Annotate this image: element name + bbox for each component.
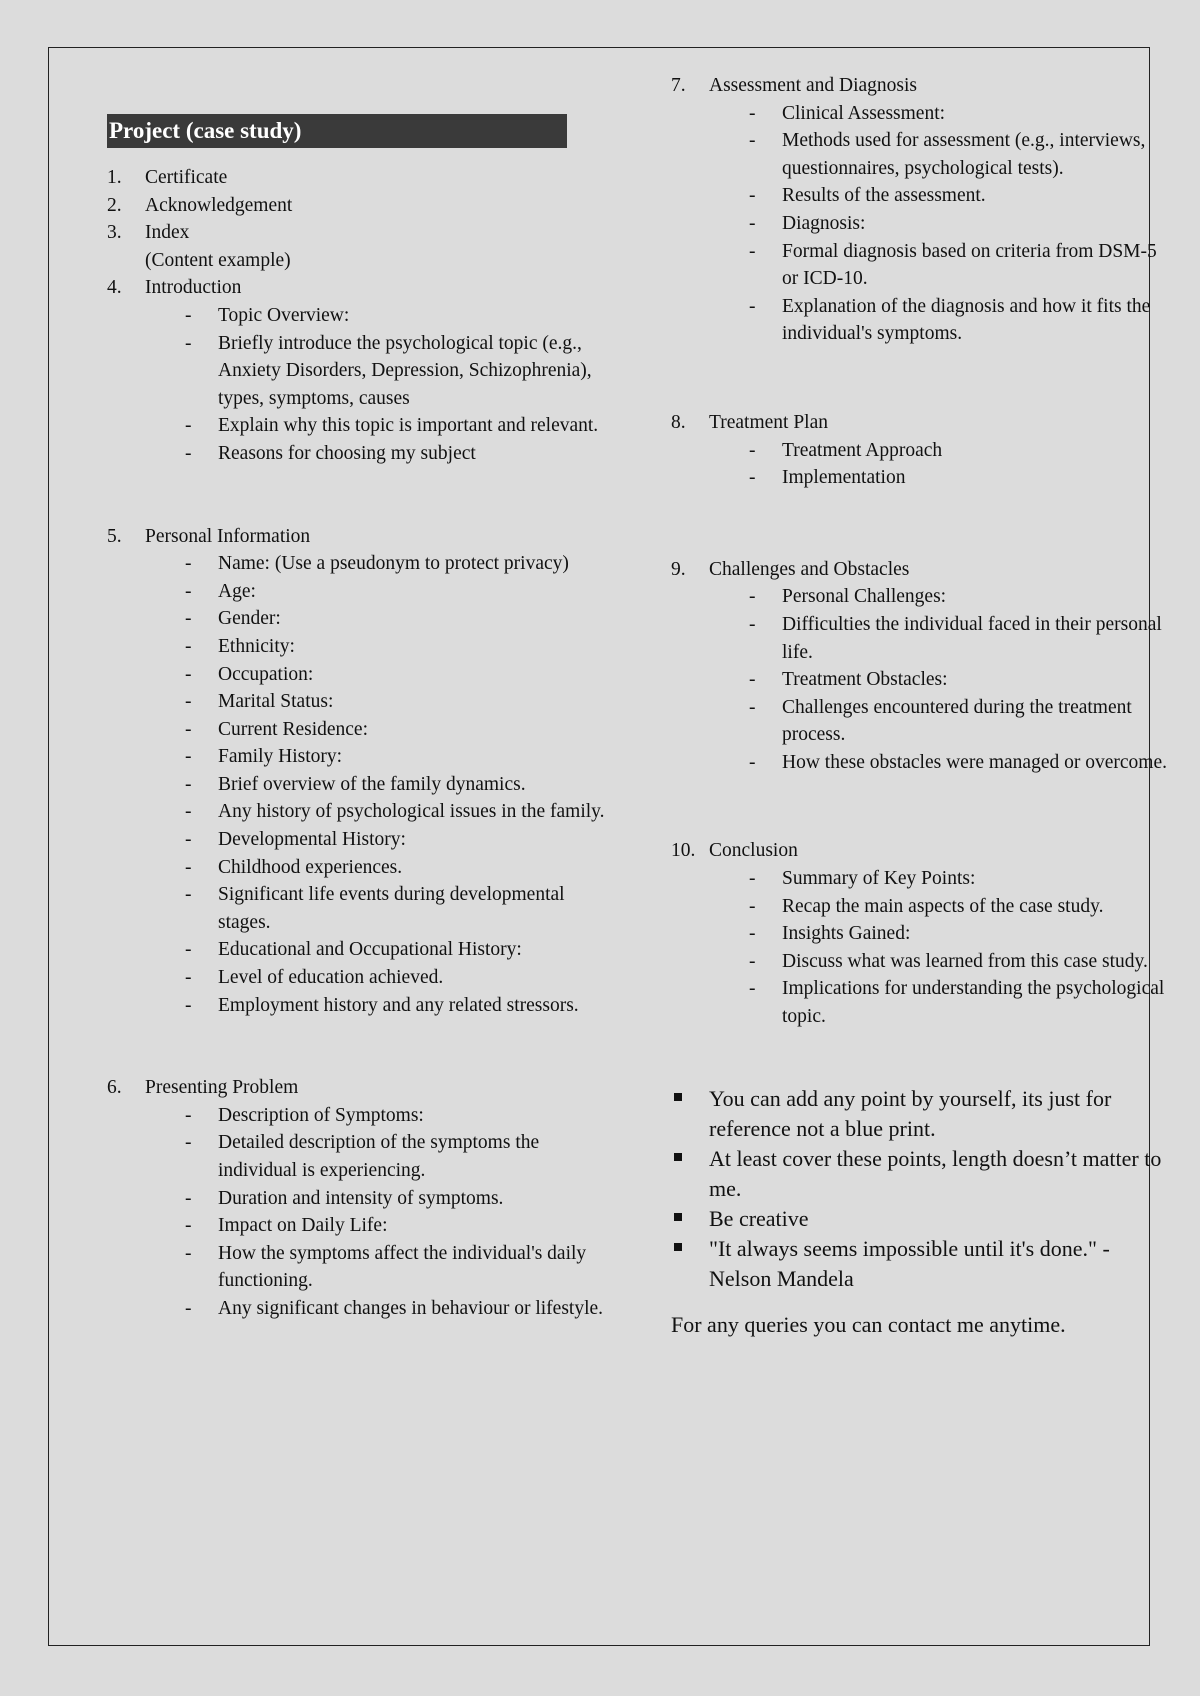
list-item: - Explanation of the diagnosis and how it fits the individual's symptoms.	[671, 293, 1171, 348]
section-heading	[107, 523, 617, 551]
section-gap	[107, 468, 617, 523]
section-number: 4.	[107, 277, 122, 299]
section-4	[107, 274, 617, 467]
list-item: - Implications for understanding the psychological topic.	[671, 975, 1171, 1030]
list-item: - Significant life events during developmental stages.	[107, 881, 617, 936]
list-item: - Results of the assessment.	[671, 182, 1171, 210]
list-item: - Briefly introduce the psychological topic (e.g., Anxiety Disorders, Depression, Schizophrenia), types, symptoms, causes	[107, 330, 617, 413]
list-item: - Level of education achieved.	[107, 964, 617, 992]
section-number: 10.	[671, 840, 696, 862]
list-item: - Diagnosis:	[671, 210, 1171, 238]
list-item: - Implementation	[671, 464, 1171, 492]
section-1	[107, 164, 617, 192]
section-3	[107, 219, 617, 274]
section-heading	[671, 556, 1171, 584]
list-item: - Name: (Use a pseudonym to protect privacy)	[107, 550, 617, 578]
section-items	[107, 302, 617, 468]
note-item: "It always seems impossible until it's done." - Nelson Mandela	[671, 1234, 1171, 1294]
list-item: - Gender:	[107, 605, 617, 633]
right-column	[671, 72, 1171, 1340]
document-page	[48, 47, 1167, 1646]
list-item: - Childhood experiences.	[107, 854, 617, 882]
list-item: - Detailed description of the symptoms the individual is experiencing.	[107, 1129, 617, 1184]
list-item: - Treatment Obstacles:	[671, 666, 1171, 694]
list-item: - Developmental History:	[107, 826, 617, 854]
list-item: - Impact on Daily Life:	[107, 1212, 617, 1240]
list-item: - How the symptoms affect the individual's daily functioning.	[107, 1240, 617, 1295]
list-item: - Description of Symptoms:	[107, 1102, 617, 1130]
list-item: - Occupation:	[107, 661, 617, 689]
note-item: At least cover these points, length doesn’t matter to me.	[671, 1144, 1171, 1204]
section-2	[107, 192, 617, 220]
section-label: Introduction	[145, 277, 242, 299]
section-9	[671, 556, 1171, 777]
list-item: - Ethnicity:	[107, 633, 617, 661]
section-number: 9.	[671, 558, 686, 580]
section-gap	[671, 1031, 1171, 1084]
section-gap	[671, 776, 1171, 837]
section-heading	[107, 219, 617, 247]
section-number: 8.	[671, 411, 686, 433]
section-heading	[107, 1074, 617, 1102]
section-heading	[107, 192, 617, 220]
section-items	[671, 583, 1171, 776]
note-item: You can add any point by yourself, its just for reference not a blue print.	[671, 1084, 1171, 1144]
section-items	[671, 865, 1171, 1031]
section-items	[107, 1102, 617, 1323]
list-item: - Employment history and any related stressors.	[107, 992, 617, 1020]
section-heading	[107, 164, 617, 192]
section-gap	[107, 1019, 617, 1074]
list-item: - Family History:	[107, 743, 617, 771]
section-label: Conclusion	[709, 840, 798, 862]
section-heading	[671, 409, 1171, 437]
section-number: 7.	[671, 75, 686, 96]
section-label: Index	[145, 222, 190, 244]
section-number: 2.	[107, 194, 122, 216]
list-item: - Difficulties the individual faced in their personal life.	[671, 611, 1171, 666]
list-item: - Explain why this topic is important and relevant.	[107, 412, 617, 440]
section-gap	[671, 492, 1171, 556]
notes-list	[671, 1084, 1171, 1294]
section-note: (Content example)	[145, 249, 291, 271]
list-item: - Any history of psychological issues in the family.	[107, 798, 617, 826]
list-item: - Educational and Occupational History:	[107, 936, 617, 964]
list-item: - Clinical Assessment:	[671, 100, 1171, 128]
section-6	[107, 1074, 617, 1322]
list-item: - Brief overview of the family dynamics.	[107, 771, 617, 799]
list-item: - Insights Gained:	[671, 920, 1171, 948]
section-10	[671, 837, 1171, 1030]
note-item: Be creative	[671, 1204, 1171, 1234]
section-label: Assessment and Diagnosis	[709, 75, 917, 96]
list-item: - Age:	[107, 578, 617, 606]
list-item: - Formal diagnosis based on criteria from DSM-5 or ICD-10.	[671, 238, 1171, 293]
list-item: - Marital Status:	[107, 688, 617, 716]
section-number: 5.	[107, 525, 122, 547]
section-number: 3.	[107, 222, 122, 244]
list-item: - Challenges encountered during the treatment process.	[671, 694, 1171, 749]
section-7	[671, 72, 1171, 348]
list-item: - Personal Challenges:	[671, 583, 1171, 611]
list-item: - Recap the main aspects of the case study.	[671, 893, 1171, 921]
section-8	[671, 409, 1171, 492]
section-heading	[671, 72, 1171, 100]
list-item: - Topic Overview:	[107, 302, 617, 330]
page-title: Project (case study)	[107, 114, 567, 148]
section-label: Certificate	[145, 167, 228, 188]
section-gap	[671, 348, 1171, 409]
list-item: - How these obstacles were managed or overcome.	[671, 749, 1171, 777]
list-item: - Discuss what was learned from this case study.	[671, 948, 1171, 976]
section-label: Treatment Plan	[709, 411, 828, 433]
list-item: - Treatment Approach	[671, 437, 1171, 465]
list-item: - Reasons for choosing my subject	[107, 440, 617, 468]
list-item: - Summary of Key Points:	[671, 865, 1171, 893]
section-heading	[671, 837, 1171, 865]
notes-block	[671, 1084, 1171, 1340]
section-items	[107, 550, 617, 1019]
contact-line: For any queries you can contact me anytime.	[671, 1311, 1066, 1337]
section-label: Presenting Problem	[145, 1077, 299, 1099]
list-item: - Duration and intensity of symptoms.	[107, 1185, 617, 1213]
section-5	[107, 523, 617, 1020]
section-items	[671, 437, 1171, 492]
section-label: Challenges and Obstacles	[709, 558, 910, 580]
list-item: - Methods used for assessment (e.g., interviews, questionnaires, psychological tests).	[671, 127, 1171, 182]
left-column	[107, 114, 617, 1323]
section-items	[671, 100, 1171, 348]
section-number: 6.	[107, 1077, 122, 1099]
list-item: - Current Residence:	[107, 716, 617, 744]
section-heading	[107, 274, 617, 302]
section-label: Acknowledgement	[145, 194, 293, 216]
list-item: - Any significant changes in behaviour or lifestyle.	[107, 1295, 617, 1323]
section-label: Personal Information	[145, 525, 311, 547]
section-number: 1.	[107, 167, 122, 188]
